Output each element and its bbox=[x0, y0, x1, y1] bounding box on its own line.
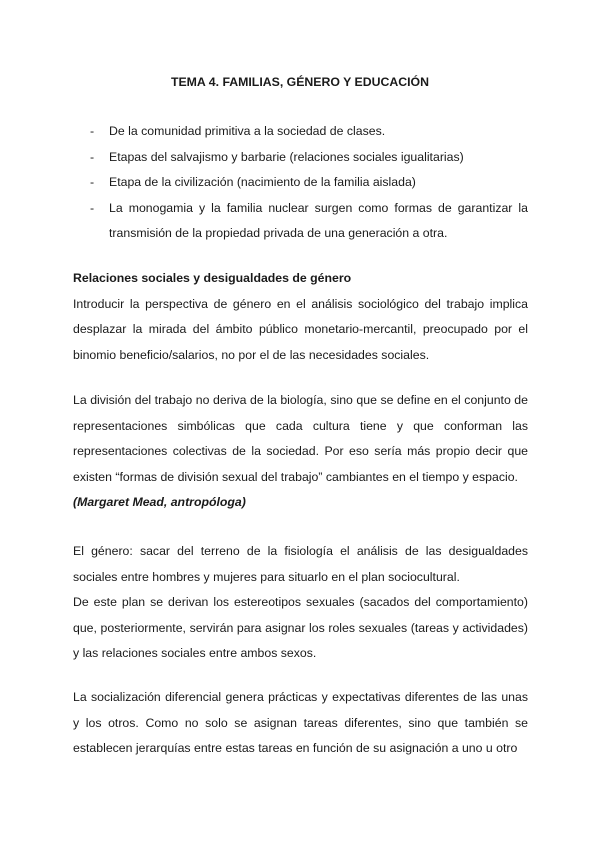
document-title: TEMA 4. FAMILIAS, GÉNERO Y EDUCACIÓN bbox=[170, 75, 430, 89]
section-socialization bbox=[73, 685, 528, 762]
section-heading: Relaciones sociales y desigualdades de género bbox=[73, 271, 352, 285]
list-item-text: Etapas del salvajismo y barbarie (relaciones sociales igualitarias) bbox=[109, 149, 464, 164]
paragraph-4: La socialización diferencial genera prácticas y expectativas diferentes de las unas y los otros. Como no solo se asignan tareas diferentes, sino que también se establecen jerarquías entre estas tareas en función de su asignación a uno u otro bbox=[73, 690, 528, 755]
list-item-text: De la comunidad primitiva a la sociedad de clases. bbox=[109, 124, 386, 138]
paragraph-1: Introducir la perspectiva de género en el análisis sociológico del trabajo implica desplazar la mirada del ámbito público monetario-mercantil, preocupado por el binomio beneficio/salarios, no por el de las necesidades sociales. bbox=[73, 296, 528, 362]
dash-marker: - bbox=[90, 124, 95, 138]
bullet-list bbox=[90, 119, 528, 247]
dash-marker: - bbox=[90, 200, 95, 215]
list-item bbox=[90, 196, 528, 247]
list-item bbox=[90, 145, 528, 171]
citation: (Margaret Mead, antropóloga) bbox=[73, 495, 246, 509]
paragraph-2: La división del trabajo no deriva de la biología, sino que se define en el conjunto de representaciones simbólicas que cada cultura tiene y que conforman las representaciones colectivas de la sociedad. Por eso sería más propio decir que existen “formas de división sexual del trabajo” cambiantes en el tiempo y espacio. bbox=[73, 393, 528, 484]
section-intro bbox=[73, 266, 528, 368]
section-gender bbox=[73, 539, 528, 667]
dash-marker: - bbox=[90, 175, 95, 189]
dash-marker: - bbox=[90, 149, 95, 164]
list-item bbox=[90, 119, 528, 145]
paragraph-3b: De este plan se derivan los estereotipos sexuales (sacados del comportamiento) que, posteriormente, servirán para asignar los roles sexuales (tareas y actividades) y las relaciones sociales entre ambos sexos. bbox=[73, 595, 528, 660]
list-item-text: La monogamia y la familia nuclear surgen como formas de garantizar la transmisión de la propiedad privada de una generación a otra. bbox=[109, 200, 528, 240]
list-item-text: Etapa de la civilización (nacimiento de la familia aislada) bbox=[109, 175, 416, 189]
paragraph-3a: El género: sacar del terreno de la fisiología el análisis de las desigualdades sociales entre hombres y mujeres para situarlo en el plan sociocultural. bbox=[73, 544, 528, 584]
section-division bbox=[73, 388, 528, 516]
list-item bbox=[90, 170, 528, 196]
